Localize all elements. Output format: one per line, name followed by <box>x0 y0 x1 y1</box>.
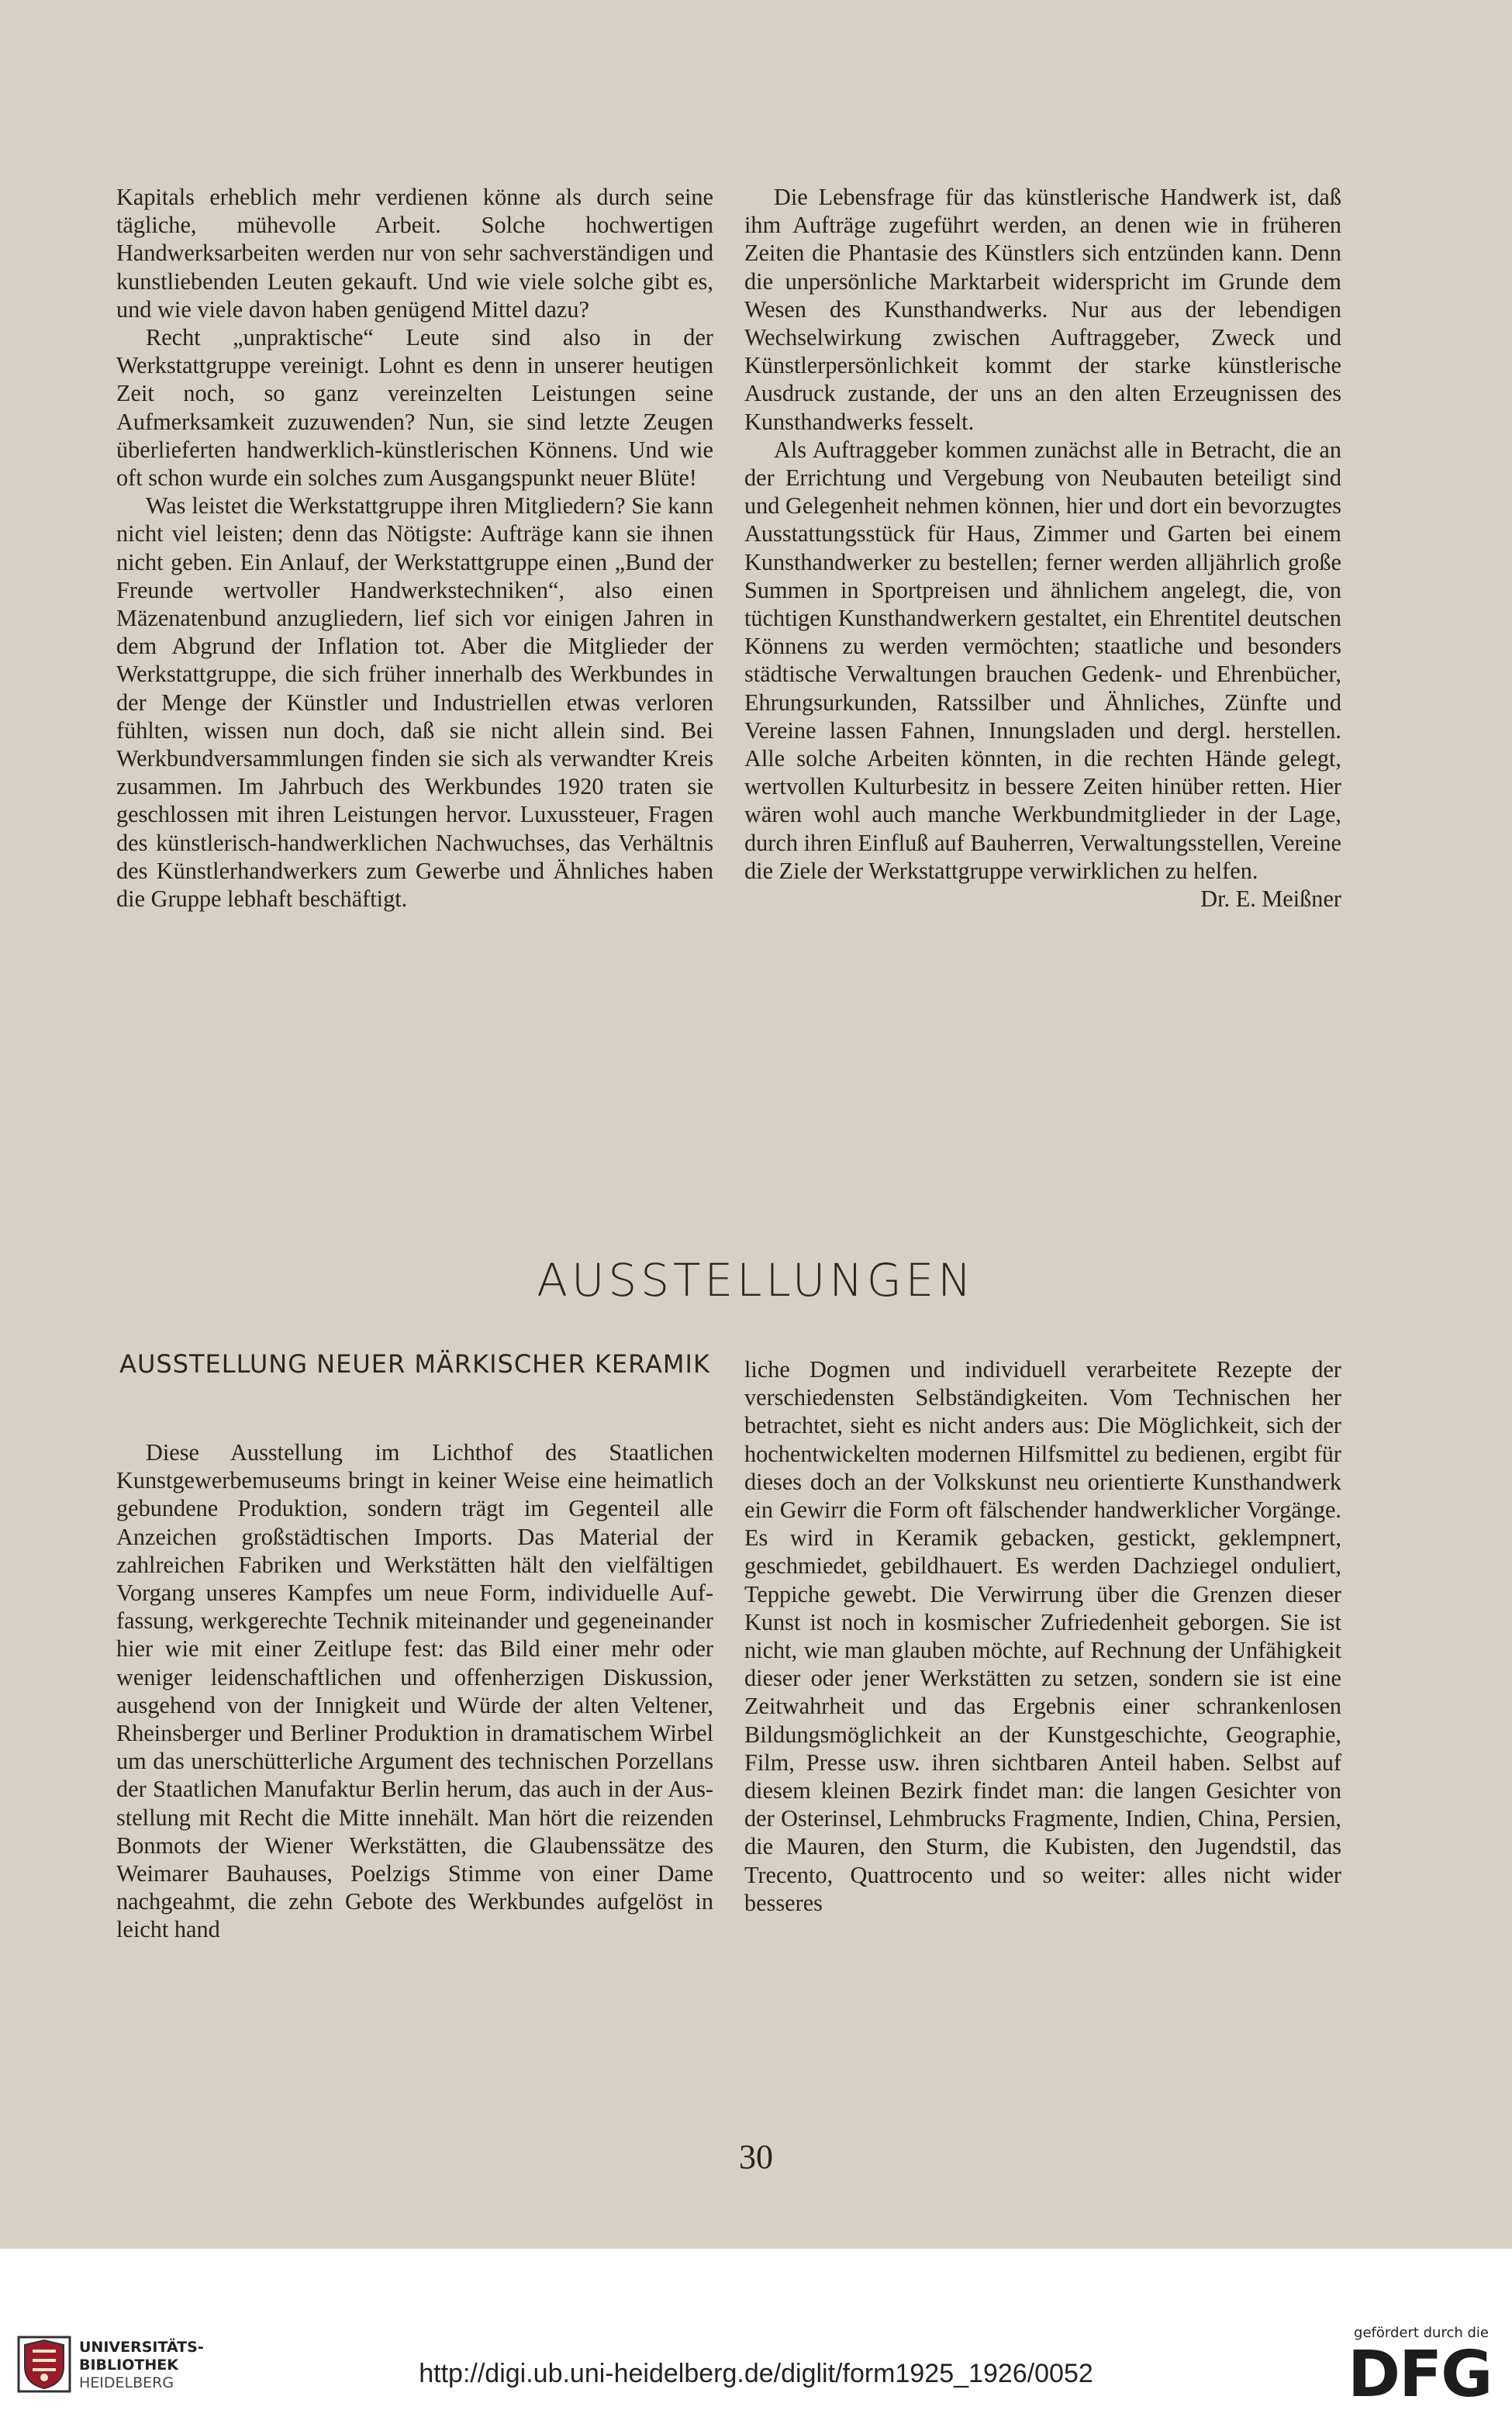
article-top-left-column <box>116 183 713 913</box>
footer-url-link[interactable]: http://digi.ub.uni-heidelberg.de/diglit/form1925_1926/0052 <box>419 2359 1093 2388</box>
paragraph: liche Dogmen und individuell verarbeitete Rezepte der verschiedensten Selbständigkeiten. Vom Technischen her betrachtet, sieht es nicht anders aus: Die Möglichkeit, sich der hochentwickelten modernen Hilfsmittel zu bedienen, ergibt für dieses doch an der Volkskunst neu orientierte Kunsthandwerk ein Gewirr die Form oft fälschender handwerklicher Vorgänge. Es wird in Keramik gebacken, gestickt, geklempnert, geschmiedet, gebildhauert. Es werden Dachziegel onduliert, Teppiche gewebt. Die Verwirrung über die Grenzen dieser Kunst ist noch in kosmischer Zufriedenheit geborgen. Sie ist nicht, wie man glauben möchte, auf Rechnung der Unfähigkeit dieser oder jener Werkstätten zu setzen, sondern sie ist eine Zeitwahrheit und das Ergebnis einer schrankenlosen Bildungsmöglichkeit an der Kunstgeschichte, Geographie, Film, Presse usw. ihren sichtbaren Anteil haben. Selbst auf diesem kleinen Bezirk findet man: die langen Gesichter von der Osterinsel, Lehmbrucks Fragmente, Indien, China, Persien, die Mauren, den Sturm, die Kubisten, den Jugendstil, das Trecento, Quattrocento und so weiter: alles nicht wider besseres <box>744 1356 1341 1916</box>
institution-line: BIBLIOTHEK <box>79 2357 178 2374</box>
article-bottom-left-column <box>116 1438 713 1944</box>
paragraph: Diese Ausstellung im Lichthof des Staatlichen Kunstgewerbemuseums bringt in keiner Weise eine heimatlich gebundene Produktion, sondern trägt im Gegenteil alle Anzeichen großstädtischen Imports. Das Material der zahlreichen Fabriken und Werkstätten hält den vielfältigen Vorgang unseres Kampfes um neue Form, individuelle Auffassung, werkgerechte Technik miteinander und gegeneinander hier wie mit einer Zeitlupe fest: das Bild einer mehr oder weniger leidenschaftlichen und offenherzigen Diskussion, ausgehend von der Innigkeit und Würde der alten Veltener, Rheinsberger und Berliner Produktion in dramatischem Wirbel um das unerschütterliche Argument des technischen Porzellans der Staatlichen Manufaktur Berlin herum, das auch in der Ausstellung mit Recht die Mitte innehält. Man hört die reizenden Bonmots der Wiener Werkstätten, die Glaubenssätze des Weimarer Bauhauses, Poelzigs Stimme von einer Dame nachgeahmt, die zehn Gebote des Werkbundes aufgelöst in leicht hand <box>116 1439 713 1943</box>
article-top-right-column <box>744 183 1341 913</box>
page-number: 30 <box>739 2138 773 2176</box>
paragraph: Die Lebensfrage für das künstlerische Handwerk ist, daß ihm Aufträge zugeführt werden, an denen wie in früheren Zeiten die Phantasie des Künstlers sich entzünden kann. Denn die unpersönliche Marktarbeit widerspricht im Grunde dem Wesen des Kunsthandwerks. Nur aus der lebendigen Wechselwirkung zwischen Auftraggeber, Zweck und Künstlerpersönlichkeit kommt der starke künstlerische Ausdruck zustande, der uns an den alten Erzeugnissen des Kunsthandwerks fesselt. <box>744 184 1341 435</box>
section-heading: AUSSTELLUNGEN <box>537 1254 975 1307</box>
paragraph: Recht „unpraktische“ Leute sind also in der Werkstattgruppe vereinigt. Lohnt es denn in unserer heutigen Zeit noch, so ganz vereinzelten Leistungen seine Aufmerksamkeit zuzuwenden? Nun, sie sind letzte Zeugen überlieferten handwerklich-künstlerischen Könnens. Und wie oft schon wurde ein solches zum Ausgangspunkt neuer Blüte! <box>116 324 713 492</box>
institution-line: HEIDELBERG <box>79 2374 174 2391</box>
paragraph: Was leistet die Werkstattgruppe ihren Mitgliedern? Sie kann nicht viel leisten; denn das Nötigste: Aufträge kann sie ihnen nicht geben. Ein Anlauf, der Werkstattgruppe einen „Bund der Freunde wertvoller Handwerkstechniken“, also einen Mäzenatenbund anzugliedern, lief sich vor einigen Jahren in dem Abgrund der Inflation tot. Aber die Mitglieder der Werkstattgruppe, die sich früher innerhalb des Werkbundes in der Menge der Künstler und Industriellen etwas verloren fühlten, wissen nun doch, daß sie nicht allein sind. Bei Werkbundversammlungen finden sie sich als verwandter Kreis zusammen. Im Jahrbuch des Werkbundes 1920 traten sie geschlossen mit ihren Leistungen hervor. Luxussteuer, Fragen des künstlerisch-handwerklichen Nachwuchses, das Verhältnis des Künstlerhandwerkers zum Gewerbe und Ähnliches haben die Gruppe lebhaft beschäftigt. <box>116 492 713 913</box>
institution-line: UNIVERSITÄTS- <box>79 2339 204 2356</box>
dfg-logo: DFG <box>1348 2338 1492 2412</box>
paragraph: Als Auftraggeber kommen zunächst alle in Betracht, die an der Errichtung und Vergebung von Neubauten beteiligt sind und Gelegenheit nehmen können, hier und dort ein bevorzugtes Ausstattungsstück für Haus, Zimmer und Garten bei einem Kunsthandwerker zu bestellen; ferner werden alljährlich große Summen in Sportpreisen und ähnlichem angelegt, die, von tüchtigen Kunsthandwerkern gestaltet, ein Ehrentitel deutschen Könnens zu werden vermöchten; staatliche und besonders städtische Verwaltungen brauchen Gedenk- und Ehrenbücher, Ehrungsurkunden, Ratssilber und Ähnliches, Zünfte und Vereine lassen Fahnen, Innungsladen und dergl. herstellen. Alle solche Arbeiten könnten, in die rechten Hände gelegt, wertvollen Kulturbesitz in bessere Zeiten hinüber retten. Hier wären wohl auch manche Werkbundmitglieder in der Lage, durch ihren Einfluß auf Bauherren, Verwaltungsstellen, Vereine die Ziele der Werkstattgruppe verwirklichen zu helfen. <box>744 436 1341 884</box>
funded-by-label: gefördert durch die <box>1354 2325 1489 2341</box>
article-title: AUSSTELLUNG NEUER MÄRKISCHER KERAMIK <box>119 1349 710 1379</box>
article-bottom-right-column <box>744 1355 1341 1917</box>
paragraph: Kapitals erheblich mehr verdienen könne als durch seine tägliche, mühevolle Arbeit. Solche hochwertigen Handwerksarbeiten werden nur von sehr sachverständigen und kunstliebenden Leuten gekauft. Und wie viele solche gibt es, und wie viele davon haben genügend Mittel dazu? <box>116 184 713 323</box>
author-signature: Dr. E. Meißner <box>1200 886 1341 913</box>
